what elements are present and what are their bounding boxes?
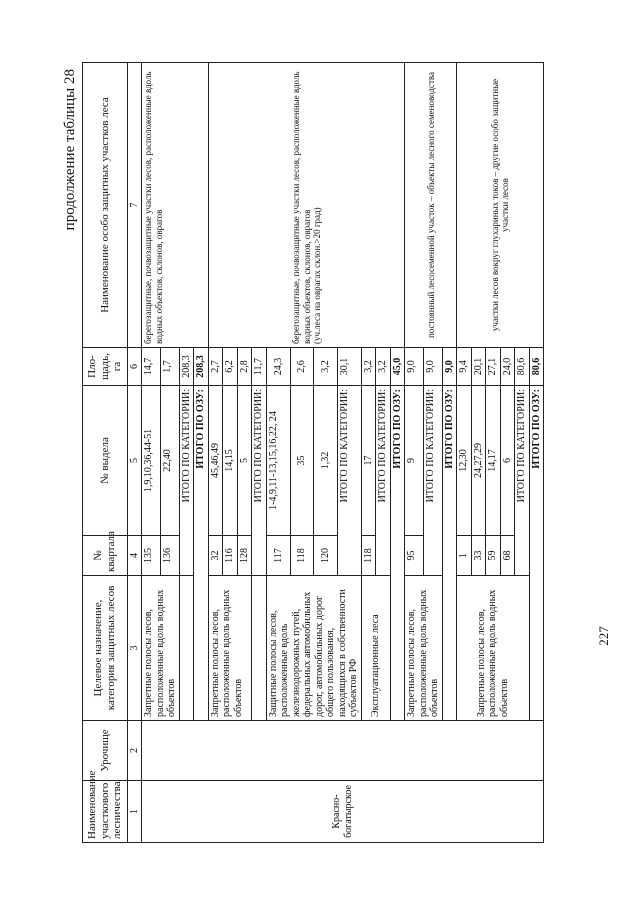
category-cell: Запретные полосы лесов, расположенные вдоль водных объектов [142, 576, 180, 721]
column-number-row [127, 63, 142, 843]
header-tract: Урочище [83, 721, 128, 781]
page-number: 227 [595, 626, 611, 646]
ozu-total-label: ИТОГО ПО ОЗУ: [529, 386, 544, 721]
area-cell: 24,3 [266, 348, 290, 386]
subcompartment-cell: 1,32 [314, 386, 338, 536]
category-total-label: ИТОГО ПО КАТЕГОРИИ: [424, 386, 443, 576]
ozu-name-note: (уч.леса на оврагах склон.>20 град) [311, 207, 322, 344]
area-cell: 6,2 [223, 348, 238, 386]
area-cell: 45,0 [390, 348, 405, 386]
area-cell: 2,7 [208, 348, 223, 386]
quarter-cell: 118 [361, 536, 376, 576]
col-number: 4 [127, 536, 142, 576]
area-cell: 24,0 [500, 348, 515, 386]
header-forestry: Наименование участкового лесничества [83, 781, 128, 843]
empty-cell [252, 576, 267, 721]
category-cell: Защитные полосы лесов, расположенные вдоль железнодорожных путей, федеральных автомобильных дорог, автомобильных дорог общего пользования, находящихся в собственности субъектов РФ [266, 576, 361, 721]
category-cell: Запретные полосы лесов, расположенные вдоль водных объектов [405, 576, 443, 721]
area-cell: 80,6 [529, 348, 544, 386]
forestry-name: Красно-богатырское [142, 781, 544, 843]
subcompartment-cell: 35 [290, 386, 314, 536]
area-cell: 14,7 [142, 348, 161, 386]
header-ozu-name: Наименование особо защитных участков леса [83, 63, 128, 348]
area-cell: 208,3 [179, 348, 194, 386]
table-header-row [83, 63, 128, 843]
subcompartment-cell: 1,9,10,36,44-51 [142, 386, 161, 536]
table-row [142, 63, 161, 843]
col-number: 3 [127, 576, 142, 721]
subcompartment-cell: 1-4,9,11-13,15,16,22, 24 [266, 386, 290, 536]
category-cell: Запретные полосы лесов, расположенные вдоль водных объектов [457, 576, 530, 721]
area-cell: 80,6 [515, 348, 530, 386]
quarter-cell: 59 [486, 536, 501, 576]
category-total-label: ИТОГО ПО КАТЕГОРИИ: [179, 386, 194, 576]
area-cell: 3,2 [314, 348, 338, 386]
subcompartment-cell: 14,17 [486, 386, 501, 536]
category-cell: Запретные полосы лесов, расположенные вдоль водных объектов [208, 576, 252, 721]
ozu-name-cell: участки лесов вокруг глухариных токов – другие особо защитные участки лесов [457, 63, 544, 348]
area-cell: 208,3 [194, 348, 209, 386]
table-caption: продолжение таблицы 28 [62, 69, 78, 231]
ozu-total-label: ИТОГО ПО ОЗУ: [194, 386, 209, 721]
quarter-cell: 116 [223, 536, 238, 576]
quarter-cell: 32 [208, 536, 223, 576]
area-cell: 30,1 [338, 348, 362, 386]
subcompartment-cell: 17 [361, 386, 376, 536]
ozu-total-label: ИТОГО ПО ОЗУ: [390, 386, 405, 721]
quarter-cell: 135 [142, 536, 161, 576]
area-cell: 20,1 [471, 348, 486, 386]
area-cell: 11,7 [252, 348, 267, 386]
col-number: 6 [127, 348, 142, 386]
header-subcompartment: № выдела [83, 386, 128, 536]
quarter-cell: 118 [290, 536, 314, 576]
area-cell: 9,0 [405, 348, 424, 386]
col-number: 2 [127, 721, 142, 781]
ozu-name-cell: берегозащитные, почвозащитные участки лесов, расположенные вдоль водных объектов, склонов, оврагов [142, 63, 209, 348]
subcompartment-cell: 14,15 [223, 386, 238, 536]
category-total-label: ИТОГО ПО КАТЕГОРИИ: [376, 386, 391, 576]
category-cell: Эксплуатационные леса [361, 576, 390, 721]
area-cell: 1,7 [161, 348, 180, 386]
header-purpose: Целевое назначение, категория защитных лесов [83, 576, 128, 721]
quarter-cell: 128 [237, 536, 252, 576]
subcompartment-cell: 45,46,49 [208, 386, 223, 536]
area-cell: 2,8 [237, 348, 252, 386]
ozu-name-text: берегозащитные, почвозащитные участки лесов, расположенные вдоль водных объектов, склонов, оврагов [291, 71, 312, 344]
tract-cell [142, 721, 544, 781]
quarter-cell: 68 [500, 536, 515, 576]
quarter-cell: 1 [457, 536, 472, 576]
area-cell: 2,6 [290, 348, 314, 386]
area-cell: 3,2 [376, 348, 391, 386]
category-total-label: ИТОГО ПО КАТЕГОРИИ: [515, 386, 530, 576]
category-total-label: ИТОГО ПО КАТЕГОРИИ: [252, 386, 267, 576]
ozu-total-label: ИТОГО ПО ОЗУ: [442, 386, 457, 721]
header-quarter: № квартала [83, 536, 128, 576]
area-cell: 9,4 [457, 348, 472, 386]
header-area: Пло-щадь, га [83, 348, 128, 386]
quarter-cell: 95 [405, 536, 424, 576]
subcompartment-cell: 6 [500, 386, 515, 536]
col-number: 5 [127, 386, 142, 536]
area-cell: 3,2 [361, 348, 376, 386]
subcompartment-cell: 22,40 [161, 386, 180, 536]
col-number: 7 [127, 63, 142, 348]
subcompartment-cell: 5 [237, 386, 252, 536]
empty-cell [179, 576, 194, 721]
subcompartment-cell: 12,30 [457, 386, 472, 536]
col-number: 1 [127, 781, 142, 843]
category-total-label: ИТОГО ПО КАТЕГОРИИ: [338, 386, 362, 576]
quarter-cell: 117 [266, 536, 290, 576]
subcompartment-cell: 24,27,29 [471, 386, 486, 536]
ozu-name-cell [208, 63, 405, 348]
subcompartment-cell: 9 [405, 386, 424, 536]
area-cell: 9,0 [424, 348, 443, 386]
rotated-table-area [62, 63, 606, 843]
quarter-cell: 120 [314, 536, 338, 576]
ozu-name-cell: постоянный лесосеменной участок – объекты лесного семеноводства [405, 63, 457, 348]
area-cell: 9,0 [442, 348, 457, 386]
protected-forest-table [82, 62, 544, 843]
quarter-cell: 33 [471, 536, 486, 576]
quarter-cell: 136 [161, 536, 180, 576]
area-cell: 27,1 [486, 348, 501, 386]
